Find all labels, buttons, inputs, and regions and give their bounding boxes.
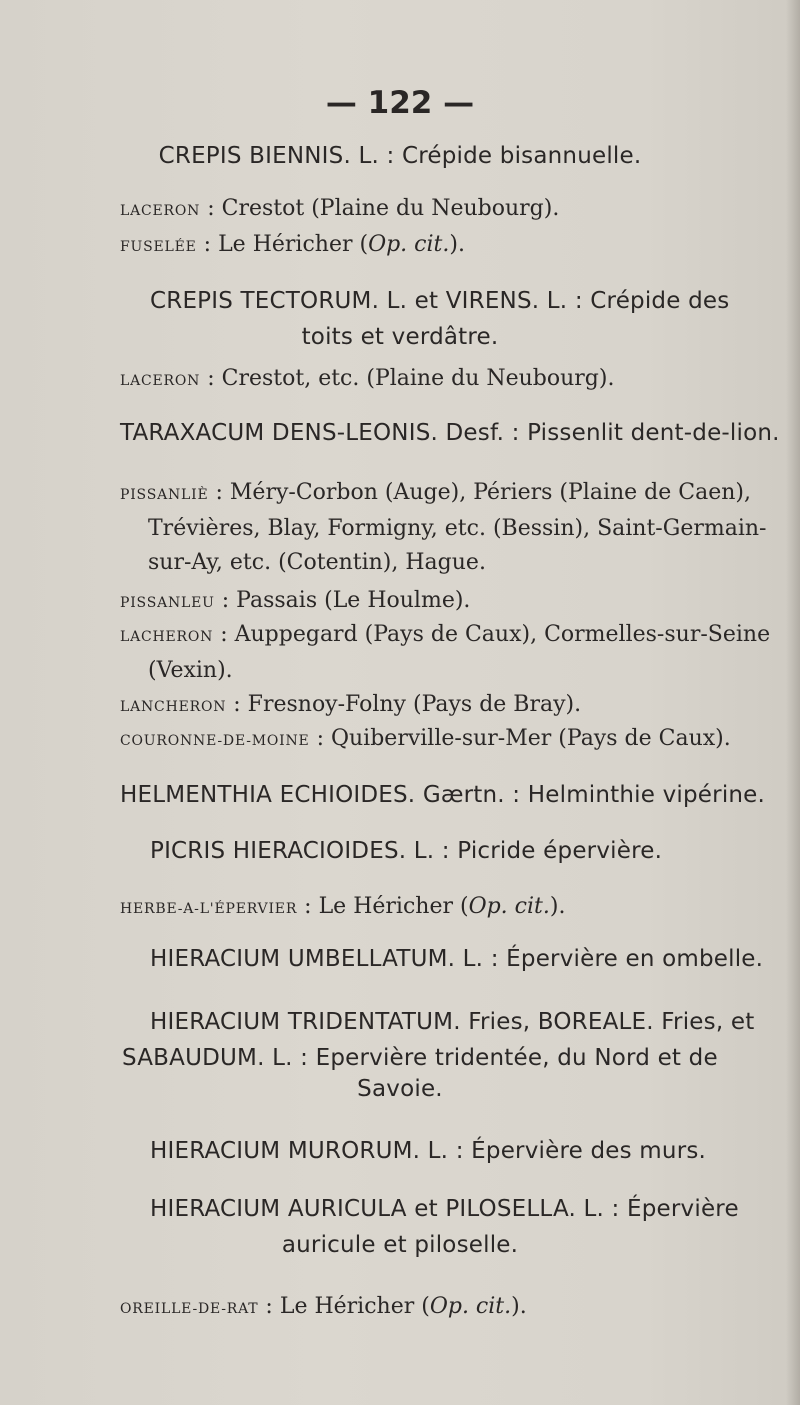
vernacular-term: FUSELÉE xyxy=(120,239,197,255)
entry-text: sur-Ay, etc. (Cotentin), Hague. xyxy=(148,550,486,575)
species-heading-crepis-tectorum xyxy=(0,288,800,314)
entry-text: ). xyxy=(449,232,465,257)
species-heading-hieracium-auricula: HIERACIUM AURICULA et PILOSELLA. L. : Épervière xyxy=(150,1196,739,1222)
entry-text: : Le Héricher ( xyxy=(258,1294,430,1319)
citation-italic: Op. cit. xyxy=(429,1294,512,1319)
entry-text: : Fresnoy-Folny (Pays de Bray). xyxy=(226,692,582,717)
vernacular-entry-lacheron xyxy=(0,618,800,688)
vernacular-term: PISSANLIÈ xyxy=(120,487,209,503)
heading-line: CREPIS TECTORUM. L. et VIRENS. L. : Crépide des xyxy=(150,288,730,314)
entry-text: ). xyxy=(511,1294,527,1319)
species-heading-picris: PICRIS HIERACIOIDES. L. : Picride épervière. xyxy=(150,838,663,864)
entry-text: (Vexin). xyxy=(148,658,233,683)
species-heading-hieracium-tridentatum xyxy=(0,1004,800,1076)
vernacular-entry-lancheron xyxy=(0,688,800,724)
vernacular-entry-oreille-de-rat xyxy=(0,1290,800,1326)
species-heading-hieracium-umbellatum: HIERACIUM UMBELLATUM. L. : Épervière en ombelle. xyxy=(150,946,764,972)
entry-text: : Méry-Corbon (Auge), Périers (Plaine de Caen), xyxy=(208,480,751,505)
vernacular-term: LACERON xyxy=(120,203,201,219)
vernacular-entry-couronne-de-moine xyxy=(0,722,800,758)
entry-text: : Auppegard (Pays de Caux), Cormelles-sur-Seine xyxy=(213,622,771,647)
species-heading-hieracium-murorum: HIERACIUM MURORUM. L. : Épervière des murs. xyxy=(150,1138,707,1164)
entry-text: : Quiberville-sur-Mer (Pays de Caux). xyxy=(309,726,731,751)
vernacular-entry-fuselee xyxy=(0,228,800,264)
vernacular-term: LACHERON xyxy=(120,629,214,645)
page-number: — 122 — xyxy=(325,85,475,121)
vernacular-term: COURONNE-DE-MOINE xyxy=(120,733,310,749)
vernacular-entry-pissanlie xyxy=(0,476,800,580)
entry-text: : Le Héricher ( xyxy=(297,894,469,919)
species-heading-crepis-biennis: CREPIS BIENNIS. L. : Crépide bisannuelle. xyxy=(158,143,642,169)
entry-text: : Le Héricher ( xyxy=(196,232,369,257)
species-heading-hieracium-auricula-line2: auricule et piloselle. xyxy=(281,1232,519,1258)
entry-text: ). xyxy=(549,894,566,919)
species-heading-taraxacum: TARAXACUM DENS-LEONIS. Desf. : Pissenlit dent-de-lion. xyxy=(120,420,780,446)
entry-text: : Passais (Le Houlme). xyxy=(214,588,471,613)
citation-italic: Op. cit. xyxy=(468,894,550,919)
vernacular-term: LACERON xyxy=(120,373,201,389)
citation-italic: Op. cit. xyxy=(368,232,450,257)
vernacular-entry-laceron xyxy=(0,192,800,228)
vernacular-entry-herbe-a-l-epervier xyxy=(0,890,800,926)
entry-text: : Crestot (Plaine du Neubourg). xyxy=(200,196,560,221)
vernacular-term: PISSANLEU xyxy=(120,595,215,611)
entry-text: Trévières, Blay, Formigny, etc. (Bessin), Saint-Germain- xyxy=(148,516,767,541)
species-heading-crepis-tectorum-line2: toits et verdâtre. xyxy=(301,324,499,350)
species-heading-hieracium-tridentatum-line3: Savoie. xyxy=(357,1076,443,1102)
vernacular-entry-pissanleu xyxy=(0,584,800,620)
vernacular-entry-laceron-2 xyxy=(0,362,800,398)
vernacular-term: OREILLE-DE-RAT xyxy=(120,1301,259,1317)
species-heading-helmenthia: HELMENTHIA ECHIOIDES. Gærtn. : Helminthie vipérine. xyxy=(120,782,766,808)
entry-text: : Crestot, etc. (Plaine du Neubourg). xyxy=(200,366,615,391)
heading-line: SABAUDUM. L. : Epervière tridentée, du Nord et de xyxy=(122,1045,718,1071)
vernacular-term: LANCHERON xyxy=(120,699,227,715)
vernacular-term: HERBE-A-L'ÉPERVIER xyxy=(120,901,298,917)
heading-line: HIERACIUM TRIDENTATUM. Fries, BOREALE. Fries, et xyxy=(150,1009,755,1035)
